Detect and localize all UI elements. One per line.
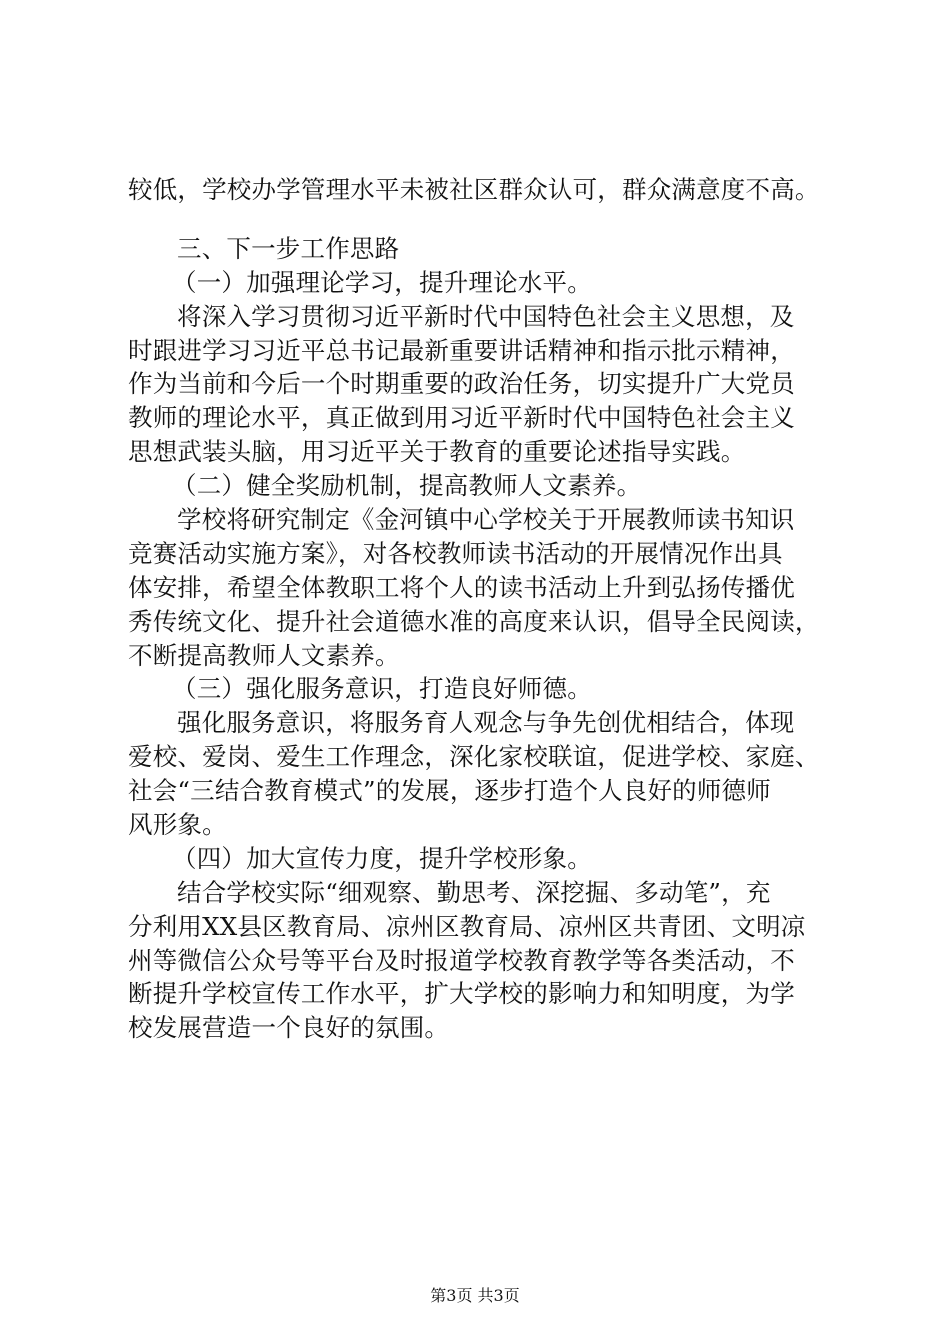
- text-line: 强化服务意识，将服务育人观念与争先创优相结合，体现: [177, 708, 795, 737]
- subsection-heading: （一）加强理论学习，提升理论水平。: [172, 268, 592, 297]
- text-line: 学校将研究制定《金河镇中心学校关于开展教师读书知识: [177, 505, 795, 534]
- text-line: 秀传统文化、提升社会道德水准的高度来认识，倡导全民阅读，: [128, 607, 820, 636]
- text-line: 结合学校实际“细观察、勤思考、深挖掘、多动笔”，充: [177, 878, 771, 907]
- text-line: 不断提高教师人文素养。: [128, 641, 400, 670]
- subsection-heading: （三）强化服务意识，打造良好师德。: [172, 674, 592, 703]
- text-line: 州等微信公众号等平台及时报道学校教育教学等各类活动，不: [128, 946, 795, 975]
- text-line: 较低，学校办学管理水平未被社区群众认可，群众满意度不高。: [128, 175, 820, 204]
- text-line: 风形象。: [128, 810, 227, 839]
- text-line: 分利用XX县区教育局、凉州区教育局、凉州区共青团、文明凉: [128, 912, 806, 941]
- text-line: 将深入学习贯彻习近平新时代中国特色社会主义思想，及: [177, 302, 795, 331]
- text-line: 爱校、爱岗、爱生工作理念，深化家校联谊，促进学校、家庭、: [128, 742, 820, 771]
- text-line: 作为当前和今后一个时期重要的政治任务，切实提升广大党员: [128, 369, 795, 398]
- page-footer: 第3页 共3页: [430, 1286, 520, 1305]
- text-line: 竞赛活动实施方案》，对各校教师读书活动的开展情况作出具: [128, 539, 783, 568]
- text-line: 教师的理论水平，真正做到用习近平新时代中国特色社会主义: [128, 403, 795, 432]
- text-line: 时跟进学习习近平总书记最新重要讲话精神和指示批示精神，: [128, 336, 795, 365]
- text-line: 断提升学校宣传工作水平，扩大学校的影响力和知明度，为学: [128, 979, 795, 1008]
- text-line: 思想武装头脑，用习近平关于教育的重要论述指导实践。: [128, 437, 746, 466]
- subsection-heading: （四）加大宣传力度，提升学校形象。: [172, 844, 592, 873]
- section-heading: 三、下一步工作思路: [177, 234, 400, 263]
- subsection-heading: （二）健全奖励机制，提高教师人文素养。: [172, 471, 642, 500]
- text-line: 校发展营造一个良好的氛围。: [128, 1013, 450, 1042]
- text-line: 体安排，希望全体教职工将个人的读书活动上升到弘扬传播优: [128, 573, 795, 602]
- text-line: 社会“三结合教育模式”的发展，逐步打造个人良好的师德师: [128, 776, 771, 805]
